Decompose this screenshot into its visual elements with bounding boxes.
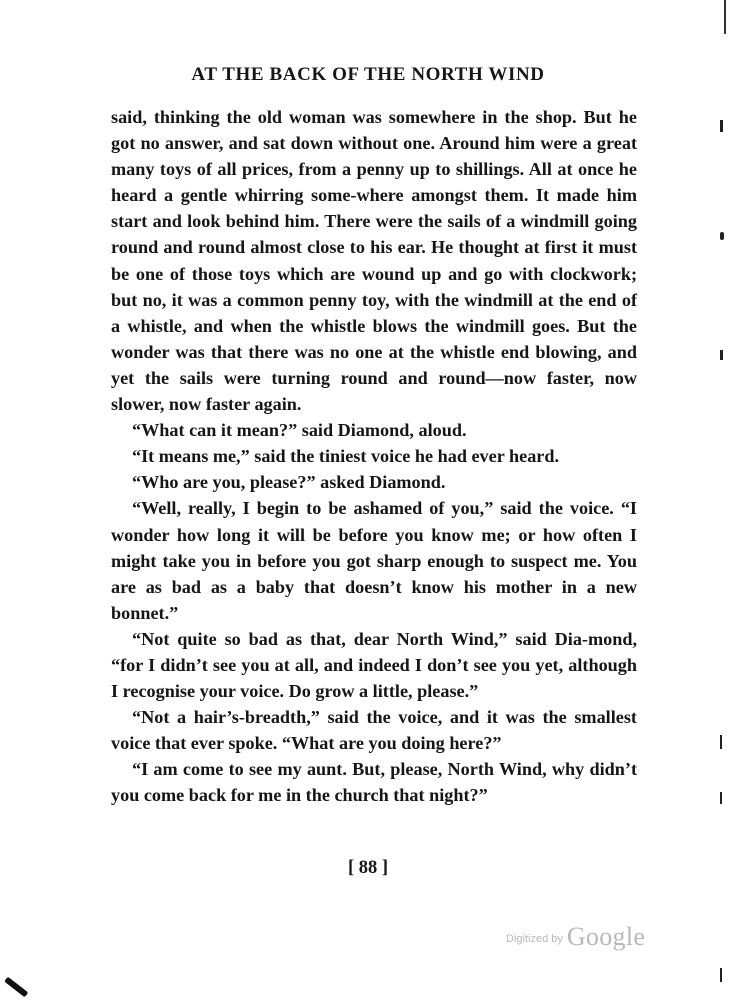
page-number: [ 88 ] bbox=[347, 858, 389, 878]
scan-edge-line bbox=[724, 0, 726, 34]
paragraph: “Not quite so bad as that, dear North Wind,” said Dia-mond, “for I didn’t see you at all, and indeed I don’t see you yet, although I recognise your voice. Do grow a little, please.” bbox=[111, 628, 637, 702]
body-text bbox=[111, 104, 637, 809]
paragraph: “It means me,” said the tiniest voice he had ever heard. bbox=[132, 446, 560, 467]
digitized-watermark bbox=[506, 922, 645, 952]
google-logo: Google bbox=[566, 922, 646, 951]
watermark-prefix: Digitized by bbox=[506, 933, 563, 945]
corner-scan-mark bbox=[4, 977, 28, 998]
margin-mark bbox=[720, 792, 722, 804]
paragraph: “What can it mean?” said Diamond, aloud. bbox=[132, 420, 467, 441]
paragraph: “I am come to see my aunt. But, please, North Wind, why didn’t you come back for me in the church that night?” bbox=[111, 759, 637, 806]
margin-mark bbox=[720, 968, 722, 982]
margin-mark bbox=[720, 232, 724, 240]
paragraph: “Well, really, I begin to be ashamed of you,” said the voice. “I wonder how long it will be before you know me; or how often I might take you in before you got sharp enough to suspect me. You are as bad as a baby that doesn’t know his mother in a new bonnet.” bbox=[111, 498, 637, 623]
paragraph: said, thinking the old woman was somewhere in the shop. But he got no answer, and sat down without one. Around him were a great many toys of all prices, from a penny up to shillings. All at once he heard a gentle whirring some-where amongst them. It made him start and look behind him. There were the sails of a windmill going round and round almost close to his ear. He thought at first it must be one of those toys which are wound up and go with clockwork; but no, it was a common penny toy, with the windmill at the end of a whistle, and when the whistle blows the windmill goes. But the wonder was that there was no one at the whistle end blowing, and yet the sails were turning round and round—now faster, now slower, now faster again. bbox=[111, 107, 637, 415]
paragraph: “Who are you, please?” asked Diamond. bbox=[132, 472, 446, 493]
margin-mark bbox=[720, 735, 722, 749]
margin-mark bbox=[720, 120, 723, 132]
running-head: AT THE BACK OF THE NORTH WIND bbox=[191, 64, 545, 85]
margin-mark bbox=[720, 350, 723, 360]
paragraph: “Not a hair’s-breadth,” said the voice, and it was the smallest voice that ever spoke. “What are you doing here?” bbox=[111, 707, 637, 754]
